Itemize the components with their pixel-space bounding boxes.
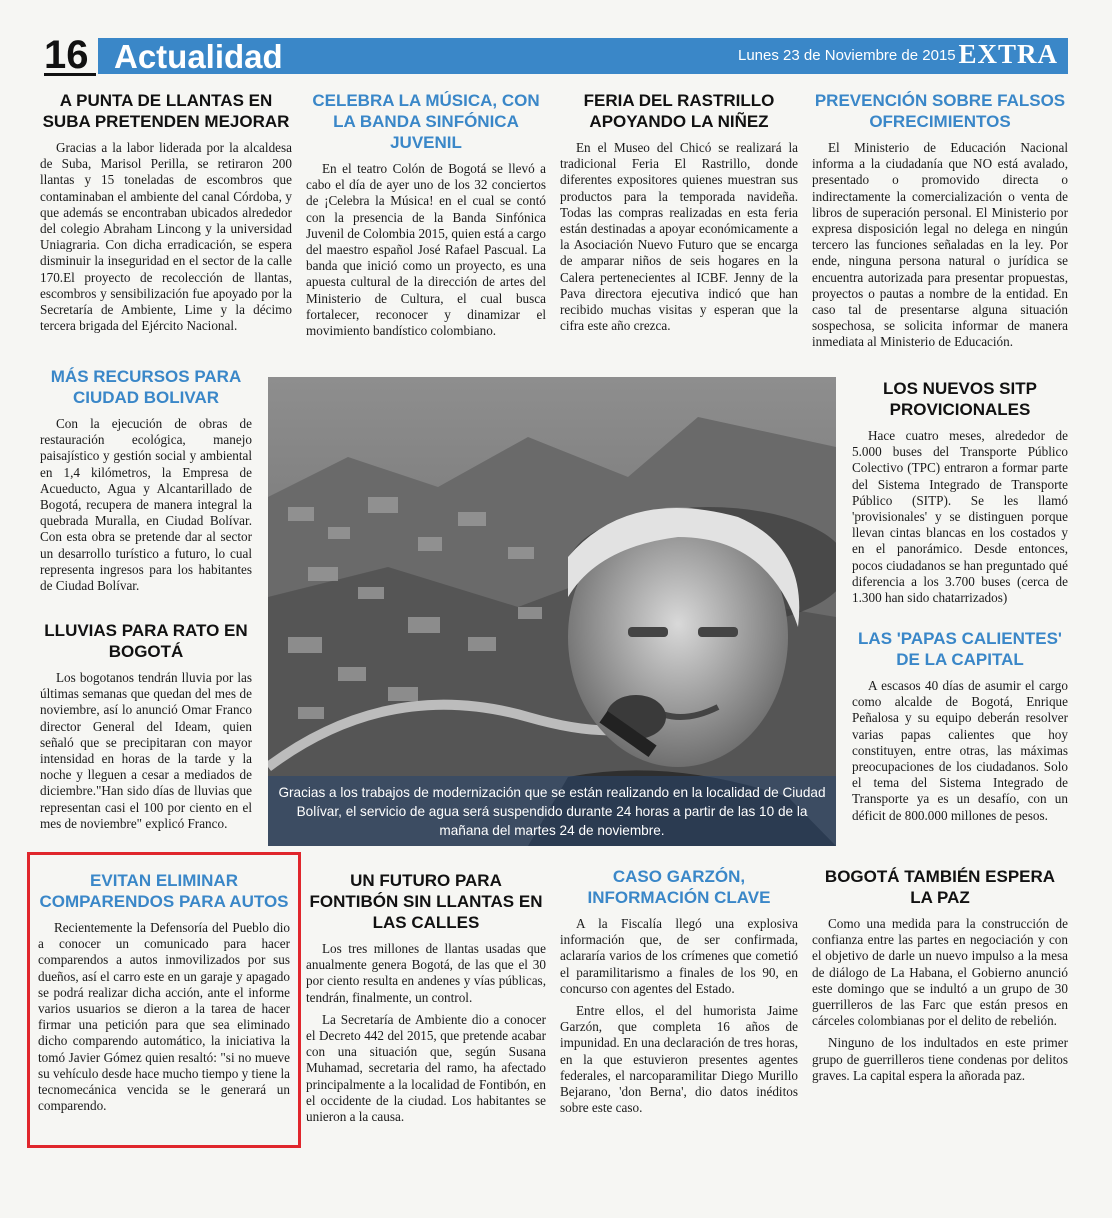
article-papas [852, 628, 1068, 824]
headline: LLUVIAS PARA RATO EN BOGOTÁ [44, 621, 248, 661]
section-band [98, 38, 1068, 74]
headline: BOGOTÁ TAMBIÉN ESPERA LA PAZ [824, 867, 1056, 907]
article-body: En el teatro Colón de Bogotá se llevó a cabo el día de ayer uno de los 32 conciertos de ¡Celebra la Música! en el cual se contó con la presencia de la Banda Sinfónica Juvenil de Colombia 2015, quien está a cargo del maestro español José Rafael Pascual. La banda que inició como un proyecto, es una apuesta cultural de la dirección de artes del Ministerio de Cultura, el cual busca fortalecer, reconocer y dinamizar el movimiento bandístico colombiano. [306, 161, 547, 339]
article-musica [306, 90, 546, 339]
article-falsos [812, 90, 1068, 351]
article-garzon [560, 866, 798, 1116]
headline: FERIA DEL RASTRILLO APOYANDO LA NIÑEZ [583, 91, 775, 131]
article-paz [812, 866, 1068, 1084]
photo-caption: Gracias a los trabajos de modernización que se están realizando en la localidad de Ciudad Bolívar, el servicio de agua será suspendido durante 24 horas a partir de las 10 de la mañana del martes 24 de noviembre. [278, 785, 826, 838]
headline: A PUNTA DE LLANTAS EN SUBA PRETENDEN MEJORAR [42, 91, 290, 131]
news-photo [268, 377, 836, 846]
headline: CASO GARZÓN, INFORMACIÓN CLAVE [587, 867, 771, 907]
headline: CELEBRA LA MÚSICA, CON LA BANDA SINFÓNICA JUVENIL [312, 91, 540, 152]
article-body-2: Entre ellos, el del humorista Jaime Garzón, que completa 16 años de impunidad. En una declaración de tres horas, en la que estuvieron presentes agentes federales, el narcoparamilitar Diego Murillo Bejarano, 'don Berna', dio datos inéditos sobre este caso. [560, 1003, 798, 1116]
headline: UN FUTURO PARA FONTIBÓN SIN LLANTAS EN LAS CALLES [309, 871, 543, 932]
section-title: Actualidad [114, 38, 283, 75]
article-body: En el Museo del Chicó se realizará la tradicional Feria El Rastrillo, donde diferentes expositores quienes muestran sus productos para la temporada navideña. Todas las compras realizadas en esta feria están destinadas a apoyar económicamente a la Asociación Nuevo Futuro que se encarga de amparar niños de seis hogares en la Calera pertenecientes al ICBF. Jenny de la Pava directora ejecutiva indicó que han recibido muchas visitas y esperan que la cifra este año crezca. [560, 140, 798, 334]
article-body: A la Fiscalía llegó una explosiva información que, de ser confirmada, aclararía varios de los crímenes que cometió el paramilitarismo a finales de los 90, en concurso con agentes del Estado. [560, 916, 798, 996]
article-body: A escasos 40 días de asumir el cargo como alcalde de Bogotá, Enrique Peñalosa y su equipo deberán resolver varias papas calientes que hoy constituyen, entre otras, las máximas preocupaciones de los ciudadanos. Solo el tema del Sistema Integrado de Transporte ya es un desafío, con un déficit de 800.000 millones de pesos. [852, 678, 1068, 823]
article-sitp [852, 378, 1068, 606]
headline: LOS NUEVOS SITP PROVICIONALES [883, 379, 1037, 419]
photo-caption-bar [268, 776, 836, 846]
article-body: Con la ejecución de obras de restauración ecológica, manejo paisajístico y gestión social y ambiental en 1,4 kilómetros, la Empresa de Acueducto, Agua y Alcantarillado de Bogotá, recupera de manera integral la quebrada Muralla, en Ciudad Bolívar. Con esta obra se pretende dar al sector un desarrollo turístico a futuro, lo cual representa ingresos para los habitantes de Ciudad Bolívar. [40, 416, 252, 594]
article-body-2: Ninguno de los indultados en este primer grupo de guerrilleros tiene condenas por delitos graves. La capital espera la añorada paz. [812, 1035, 1068, 1083]
page-number: 16 [44, 34, 96, 76]
article-rastrillo [560, 90, 798, 334]
article-comparendos [38, 870, 290, 1114]
page-header [44, 34, 1068, 76]
article-body: Gracias a la labor liderada por la alcaldesa de Suba, Marisol Perilla, se retiraron 200 llantas y 15 toneladas de escombros que contaminaban el ambiente del canal Córdoba, y que además se encontraban ubicados alrededor del colegio Abraham Lincong y la universidad Uniagraria. Con dicha erradicación, se espera disminuir la inseguridad en el sector de la calle 170.El proyecto de recolección de llantas, escombros y sensibilización fue apoyado por la Secretaría de Ambiente, Lime y la décimo tercera brigada del Ejército Nacional. [40, 140, 292, 334]
headline: EVITAN ELIMINAR COMPARENDOS PARA AUTOS [39, 871, 289, 911]
newspaper-logo: EXTRA [958, 39, 1058, 69]
article-body-2: La Secretaría de Ambiente dio a conocer el Decreto 442 del 2015, que pretende acabar con una situación que, según Susana Muhamad, secretaria del ramo, ha afectado principalmente a la localidad de Fontibón, en el occidente de la ciudad. Los habitantes se unieron a la causa. [306, 1011, 546, 1125]
article-body: Los tres millones de llantas usadas que anualmente genera Bogotá, de las que el 30 por ciento resulta en andenes y vías públicas, tendrán, finalmente, un control. [306, 941, 546, 1005]
article-body: Como una medida para la construcción de confianza entre las partes en negociación y con el objetivo de darle un nuevo impulso a la mesa de diálogo de La Habana, el Gobierno anunció este domingo que se indultó a un grupo de 30 guerrilleros de las Farc que están presos en cárceles colombianas por el delito de rebelión. [812, 916, 1068, 1029]
article-fontibon [306, 870, 546, 1125]
article-body: Hace cuatro meses, alrededor de 5.000 buses del Transporte Público Colectivo (TPC) entraron a formar parte del Sistema Integrado de Transporte Público (SITP). Se les llamó 'provisionales' y se distinguen porque llevan cintas blancas en los costados y en el panorámico. Desde entonces, pocos ciudadanos se han preguntado qué diferencia a los 3.700 buses (cerca de 1.300 han sido chatarrizados) [852, 428, 1068, 606]
headline: LAS 'PAPAS CALIENTES' DE LA CAPITAL [858, 629, 1062, 669]
article-body: El Ministerio de Educación Nacional informa a la ciudadanía que NO está avalado, presentado o promovido directa o indirectamente la comercialización o venta de libros de superación personal. El Ministerio por expresa disposición legal no delega en ningún tercero las funciones señaladas en la ley. Por ende, ninguna persona natural o jurídica se encuentra autorizada para presentar propuestas, proyectos o pautas a nombre de la entidad. En caso tal de presentarse alguna situación sospechosa, se solicita informar de manera inmediata al Ministerio de Educación. [812, 140, 1068, 350]
headline: MÁS RECURSOS PARA CIUDAD BOLIVAR [50, 367, 242, 407]
headline: PREVENCIÓN SOBRE FALSOS OFRECIMIENTOS [814, 91, 1066, 131]
article-bolivar [40, 366, 252, 594]
article-body: Los bogotanos tendrán lluvia por las últimas semanas que quedan del mes de noviembre, así lo anunció Omar Franco director General del Ideam, quien señaló que se precipitaran con mayor intensidad en horas de la tarde y la noche y lleguen a cesar a mediados de diciembre."Han sido días de lluvias que representan casi el 100 por ciento en el mes de noviembre" explicó Franco. [40, 670, 252, 831]
article-llantas-suba [40, 90, 292, 334]
article-lluvias [40, 620, 252, 832]
article-body: Recientemente la Defensoría del Pueblo dio a conocer un comunicado para hacer comparendos a autos inmovilizados por sus dueños, así el carro este en un garaje y apagado se podrá realizar dicha acción, ante el informe varios usuarios se dieron a la tarea de hacer firmar una petición para que sea eliminado dicho comparendo automático, la iniciativa la tomó Javier Gómez quien resaltó: "si no mueve su vehículo desde hace mucho tiempo y tiene la tecnomecánica vencida se le generará un comparendo. [38, 920, 290, 1114]
issue-date: Lunes 23 de Noviembre de 2015 [738, 47, 956, 64]
